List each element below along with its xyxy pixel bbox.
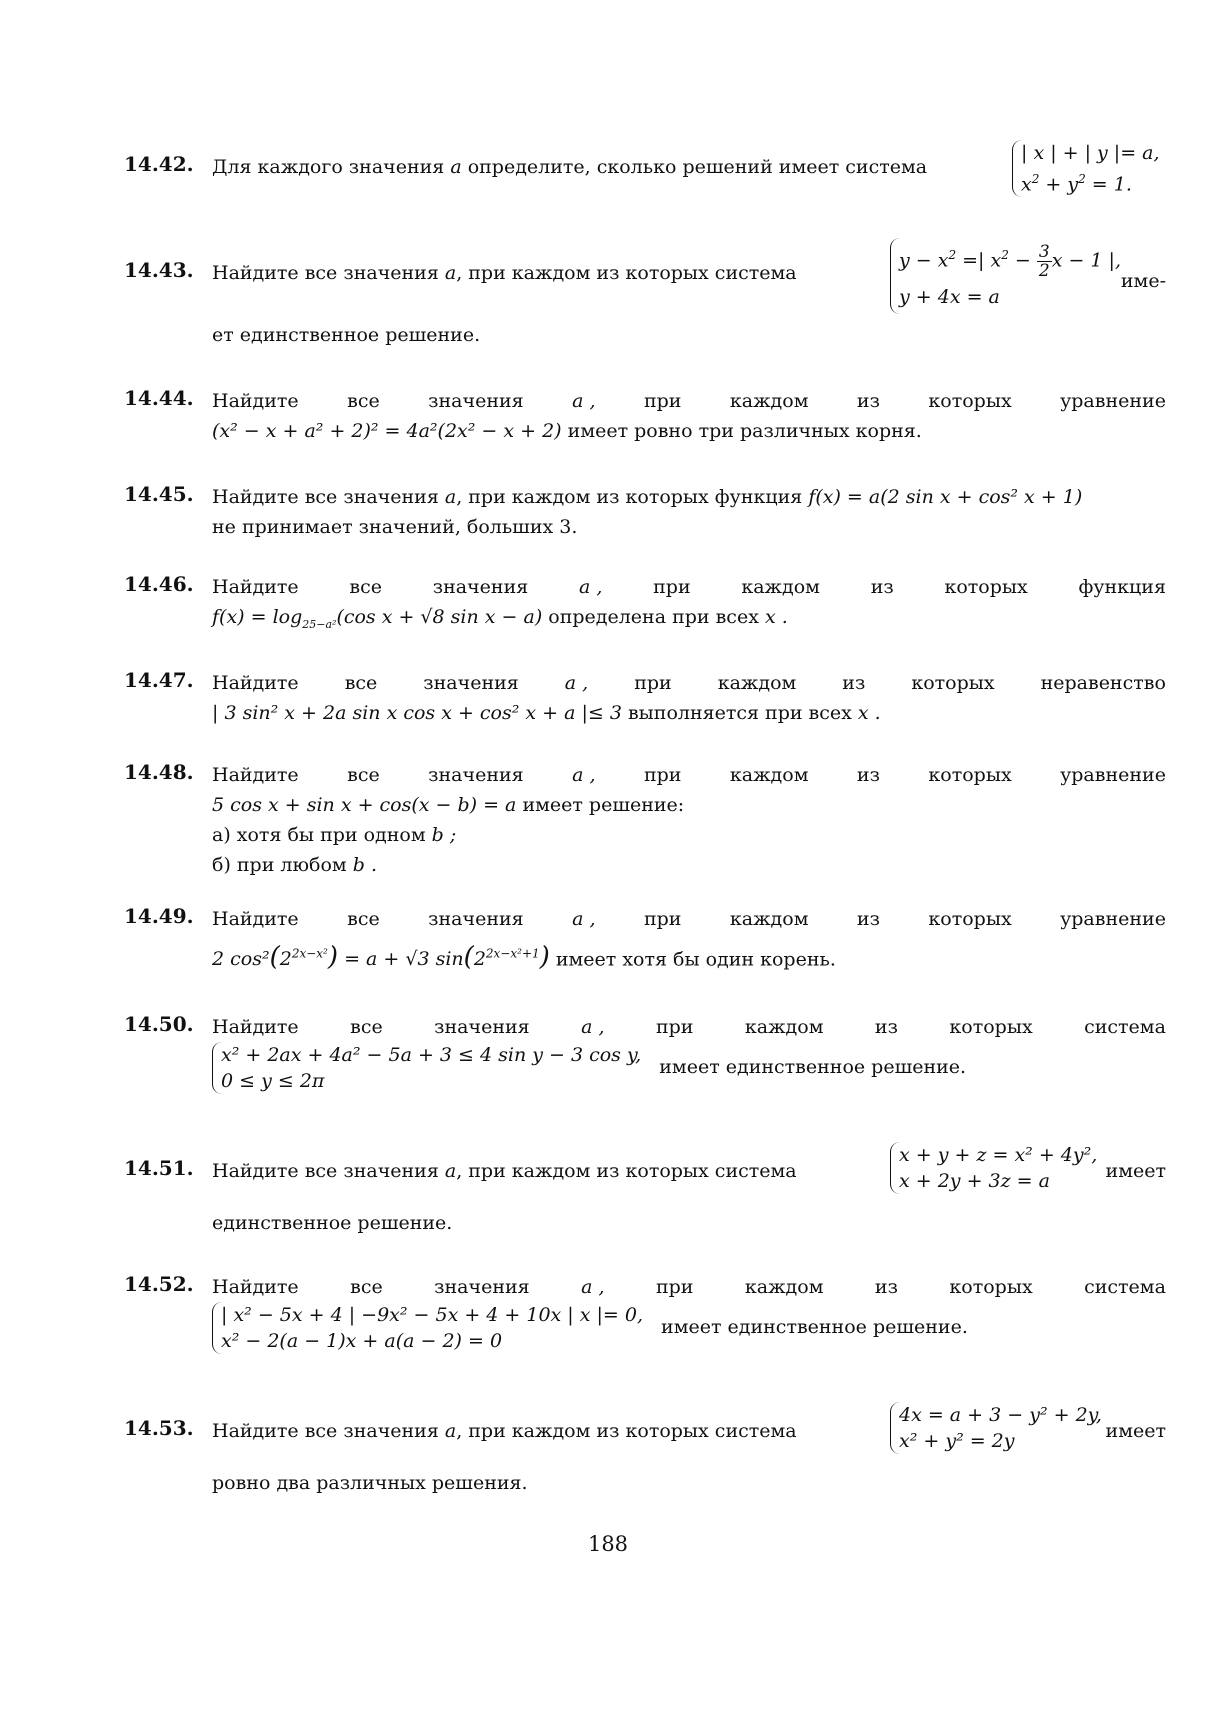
equation-system <box>890 238 1125 314</box>
justified-line: Найдите все значения a , при каждом из которых функция <box>212 576 1166 598</box>
system-row-1: | x | + | y |= a, <box>1021 142 1160 164</box>
sub-item-b: б) при любом b . <box>212 854 377 876</box>
problem-number: 14.47. <box>124 668 194 692</box>
justified-line: Найдите все значения a , при каждом из которых уравнение <box>212 390 1166 412</box>
system-row-1: x + y + z = x² + 4y², <box>899 1144 1098 1166</box>
problem-text: , при каждом из которых система <box>456 1420 797 1442</box>
justified-line: Найдите все значения a , при каждом из которых уравнение <box>212 764 1166 786</box>
equation: f(x) = a(2 sin x + cos² x + 1) <box>808 486 1083 508</box>
problem-text: , при каждом из которых система <box>456 1160 797 1182</box>
justified-line: Найдите все значения a , при каждом из которых уравнение <box>212 908 1166 930</box>
variable: x . <box>764 606 788 628</box>
problem-body <box>212 1012 1166 1094</box>
equation-system <box>212 1042 645 1094</box>
variable: a <box>450 156 462 178</box>
sub-item-a: а) хотя бы при одном b ; <box>212 824 457 846</box>
problem-text: имеет решение: <box>522 794 685 816</box>
problem-number: 14.52. <box>124 1272 194 1296</box>
equation-system <box>890 1402 1106 1454</box>
system-row-2: y + 4x = a <box>899 285 1000 308</box>
equation: (x² − x + a² + 2)² = 4a²(2x² − x + 2) <box>212 420 562 442</box>
problem-text: имеет хотя бы один корень. <box>555 948 836 971</box>
problem-number: 14.50. <box>124 1012 194 1036</box>
problem-text: Найдите все значения <box>212 486 439 508</box>
problem-text: , при каждом из которых функция <box>456 486 803 508</box>
variable: a <box>444 486 457 508</box>
problem-body <box>212 482 1166 542</box>
system-row-1: | x² − 5x + 4 | −9x² − 5x + 4 + 10x | x |= 0, <box>221 1304 643 1326</box>
problem-text: Найдите все значения <box>212 1420 439 1442</box>
page-number: 188 <box>587 1532 629 1556</box>
equation: $f(x) = \log_{25-a^2}(\cos$ x + √8 sin x − a) <box>212 606 543 631</box>
problem-body <box>212 572 1166 632</box>
justified-line: Найдите все значения a , при каждом из которых система <box>212 1276 1166 1298</box>
variable: a <box>444 262 457 284</box>
problem-body <box>212 904 1166 974</box>
line-continuation: имеет <box>1105 1420 1166 1442</box>
equation: 5 cos x + sin x + cos(x − b) = a <box>212 794 517 816</box>
system-row-1: x² + 2ax + 4a² − 5a + 3 ≤ 4 sin y − 3 cos y, <box>221 1044 642 1066</box>
problem-text: не принимает значений, больших 3. <box>212 516 578 538</box>
system-row-2: x + 2y + 3z = a <box>899 1170 1050 1192</box>
problem-text: выполняется при всех <box>627 702 852 724</box>
problem-number: 14.53. <box>124 1416 194 1440</box>
equation-system <box>212 1302 647 1354</box>
problem-number: 14.45. <box>124 482 194 506</box>
problem-number: 14.51. <box>124 1156 194 1180</box>
problem-body <box>212 668 1166 728</box>
line-continuation: име- <box>1120 270 1166 292</box>
system-row-2: 0 ≤ y ≤ 2π <box>221 1070 325 1092</box>
problem-text: имеет единственное решение. <box>659 1056 967 1078</box>
fraction: $\frac{3}{2}$ <box>1038 241 1050 281</box>
problem-text: Найдите все значения <box>212 262 439 284</box>
problem-text: определите, сколько решений имеет система <box>467 156 928 178</box>
problem-text: Для каждого значения <box>212 156 445 178</box>
justified-line: Найдите все значения a , при каждом из которых неравенство <box>212 672 1166 694</box>
problem-number: 14.48. <box>124 760 194 784</box>
problem-body <box>212 1272 1166 1354</box>
variable: a <box>444 1160 457 1182</box>
justified-line: Найдите все значения a , при каждом из которых система <box>212 1016 1166 1038</box>
problem-text: ровно два различных решения. <box>212 1472 528 1494</box>
variable: x . <box>857 702 881 724</box>
equation-system <box>890 1142 1101 1194</box>
system-row-1: $y - x^2$ =| $x^2$ − $\frac{3}{2}$ x − 1 |, <box>899 241 1121 281</box>
line-continuation: имеет <box>1105 1160 1166 1182</box>
system-row-2: $x^2 + y^2 = 1$. <box>1021 172 1132 196</box>
problem-number: 14.46. <box>124 572 194 596</box>
problem-text: имеет ровно три различных корня. <box>567 420 922 442</box>
equation: | 3 sin² x + 2a sin x cos x + cos² x + a |≤ 3 <box>212 702 622 724</box>
problem-text: определена при всех <box>548 606 759 628</box>
problem-number: 14.49. <box>124 904 194 928</box>
system-row-2: x² − 2(a − 1)x + a(a − 2) = 0 <box>221 1330 503 1352</box>
problem-text: Найдите все значения <box>212 1160 439 1182</box>
problem-text: ет единственное решение. <box>212 324 481 346</box>
system-row-2: x² + y² = 2y <box>899 1430 1015 1452</box>
equation: 2 $\cos^2(2^{2x-x^2}) = a + √3$ $\sin(2^{2x-x^2+1})$ <box>212 942 550 973</box>
variable: a <box>444 1420 457 1442</box>
problem-number: 14.44. <box>124 386 194 410</box>
problem-text: , при каждом из которых система <box>456 262 797 284</box>
problem-body <box>212 386 1166 446</box>
problem-text: единственное решение. <box>212 1212 453 1234</box>
equation-system <box>1012 140 1164 197</box>
problem-text: имеет единственное решение. <box>661 1316 968 1338</box>
problem-number: 14.43. <box>124 258 194 282</box>
system-row-1: 4x = a + 3 − y² + 2y, <box>899 1404 1102 1426</box>
problem-number: 14.42. <box>124 152 194 176</box>
problem-body <box>212 760 1166 880</box>
